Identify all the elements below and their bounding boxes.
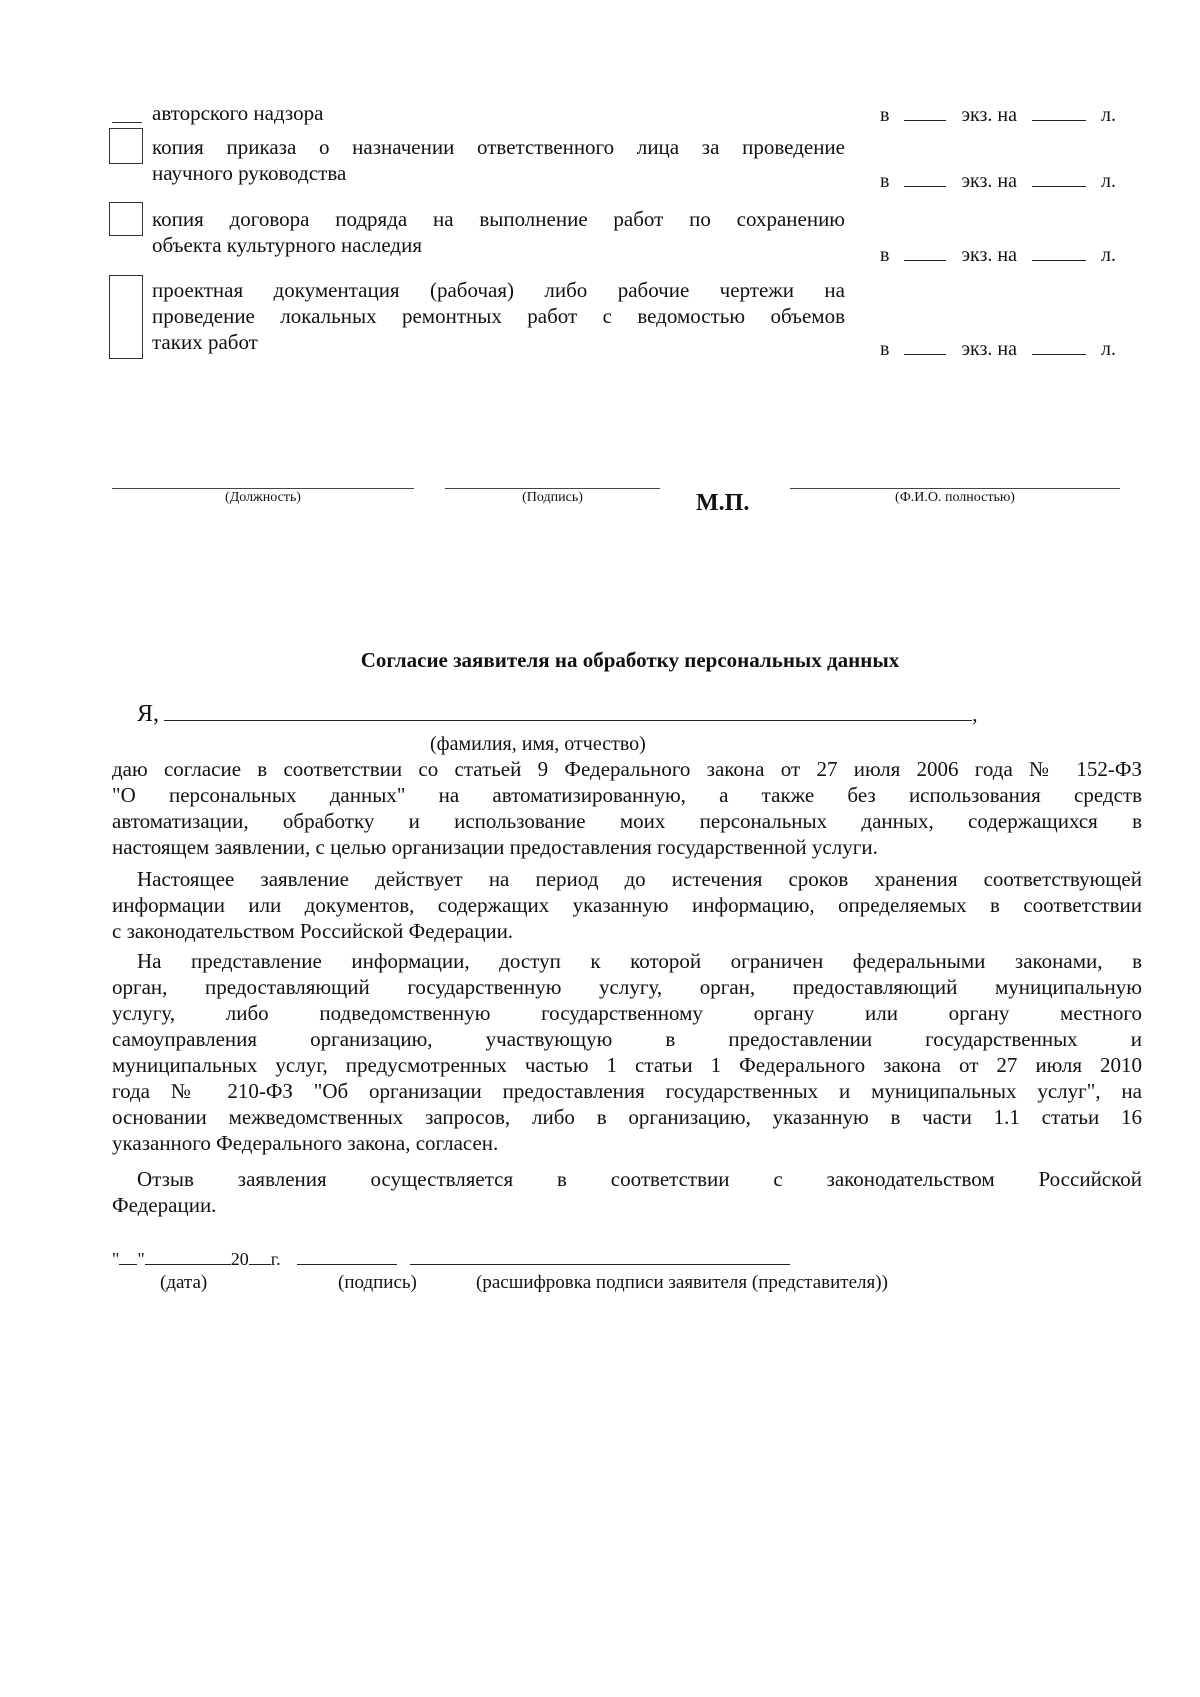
item-checkbox[interactable] <box>109 202 143 236</box>
position-caption: (Должность) <box>225 490 301 505</box>
copies-count-field[interactable] <box>904 242 946 261</box>
paragraph-line: указанного Федерального закона, согласен. <box>112 1131 499 1155</box>
paragraph-line: орган, предоставляющий государственную услугу, орган, предоставляющий муниципальную <box>112 975 1142 999</box>
item-line: научного руководства <box>152 161 347 185</box>
ya-label: Я, <box>137 701 160 727</box>
paragraph-line: автоматизации, обработку и использование моих персональных данных, содержащихся в <box>112 809 1142 833</box>
item-copies <box>880 336 1120 361</box>
consent-paragraph-1 <box>112 756 1142 860</box>
item-line: объекта культурного наследия <box>152 233 422 257</box>
quote-close: " <box>137 1249 145 1269</box>
year-prefix: 20 <box>230 1249 249 1269</box>
paragraph-line: услугу, либо подведомственную государственному органу или органу местного <box>112 1001 1142 1025</box>
item-copies <box>880 102 1120 127</box>
copies-mid: экз. на <box>961 104 1017 126</box>
sheets-count-field[interactable] <box>1032 242 1086 261</box>
copies-suffix: л. <box>1100 170 1116 192</box>
position-line[interactable] <box>112 488 414 489</box>
consent-paragraph-3 <box>112 948 1142 1156</box>
paragraph-line: года № 210-ФЗ "Об организации предоставления государственных и муниципальных услуг", на <box>112 1079 1142 1103</box>
fio-caption: (Ф.И.О. полностью) <box>895 490 1015 505</box>
copies-mid: экз. на <box>961 338 1017 360</box>
item-copies <box>880 168 1120 193</box>
item-checkbox[interactable] <box>112 95 142 123</box>
paragraph-line: с законодательством Российской Федерации. <box>112 919 514 943</box>
sheets-count-field[interactable] <box>1032 336 1086 355</box>
name-caption: (фамилия, имя, отчество) <box>430 733 646 755</box>
sheets-count-field[interactable] <box>1032 102 1086 121</box>
item-checkbox[interactable] <box>109 128 143 164</box>
item-checkbox[interactable] <box>109 275 143 359</box>
copies-prefix: в <box>880 338 890 360</box>
item-line: копия приказа о назначении ответственного лица за проведение <box>152 135 845 159</box>
consent-paragraph-2 <box>112 866 1142 944</box>
decode-caption: (расшифровка подписи заявителя (представителя)) <box>476 1272 888 1293</box>
month-field[interactable] <box>145 1246 231 1265</box>
copies-suffix: л. <box>1100 338 1116 360</box>
paragraph-line: муниципальных услуг, предусмотренных частью 1 статьи 1 Федерального закона от 27 июля 2010 <box>112 1053 1142 1077</box>
quote-open: " <box>112 1249 120 1269</box>
copies-mid: экз. на <box>961 244 1017 266</box>
consent-paragraph-4 <box>112 1166 1142 1218</box>
date-signature-row <box>112 1246 852 1270</box>
signature-decode-field[interactable] <box>410 1246 790 1265</box>
paragraph-line: даю согласие в соответствии со статьей 9 Федерального закона от 27 июля 2006 года № 152-ФЗ <box>112 757 1142 781</box>
paragraph-line: настоящем заявлении, с целью организации предоставления государственной услуги. <box>112 835 878 859</box>
signature-caption: (Подпись) <box>522 490 583 505</box>
item-line: проведение локальных ремонтных работ с ведомостью объемов <box>152 304 845 328</box>
copies-suffix: л. <box>1100 104 1116 126</box>
applicant-name-row <box>137 701 997 727</box>
consent-title: Согласие заявителя на обработку персональных данных <box>360 648 900 672</box>
paragraph-line: Настоящее заявление действует на период до истечения сроков хранения соответствующей <box>137 867 1142 891</box>
item-line: копия договора подряда на выполнение работ по сохранению <box>152 207 845 231</box>
copies-prefix: в <box>880 170 890 192</box>
year-suffix: г. <box>270 1249 281 1269</box>
copies-count-field[interactable] <box>904 168 946 187</box>
date-caption: (дата) <box>160 1272 208 1293</box>
paragraph-line: Федерации. <box>112 1193 217 1217</box>
stamp-label: М.П. <box>696 490 750 516</box>
copies-prefix: в <box>880 244 890 266</box>
item-line: проектная документация (рабочая) либо рабочие чертежи на <box>152 278 845 302</box>
item-copies <box>880 242 1120 267</box>
item-line: таких работ <box>152 330 258 354</box>
paragraph-line: основании межведомственных запросов, либо в организацию, указанную в части 1.1 статьи 16 <box>112 1105 1142 1129</box>
copies-count-field[interactable] <box>904 336 946 355</box>
paragraph-line: На представление информации, доступ к которой ограничен федеральными законами, в <box>137 949 1142 973</box>
applicant-name-field[interactable] <box>164 702 972 721</box>
paragraph-line: "О персональных данных" на автоматизированную, а также без использования средств <box>112 783 1142 807</box>
fio-line[interactable] <box>790 488 1120 489</box>
item-text <box>152 206 845 258</box>
signature-line[interactable] <box>445 488 660 489</box>
day-field[interactable] <box>119 1246 137 1265</box>
year-field[interactable] <box>249 1246 271 1265</box>
paragraph-line: Отзыв заявления осуществляется в соответствии с законодательством Российской <box>137 1167 1142 1191</box>
paragraph-line: информации или документов, содержащих указанную информацию, определяемых в соответствии <box>112 893 1142 917</box>
item-text <box>152 277 845 355</box>
copies-count-field[interactable] <box>904 102 946 121</box>
name-comma: , <box>972 702 978 726</box>
item-line: авторского надзора <box>152 101 324 125</box>
copies-prefix: в <box>880 104 890 126</box>
item-text <box>152 134 845 186</box>
copies-mid: экз. на <box>961 170 1017 192</box>
sheets-count-field[interactable] <box>1032 168 1086 187</box>
signature-date-caption: (подпись) <box>338 1272 417 1293</box>
copies-suffix: л. <box>1100 244 1116 266</box>
paragraph-line: самоуправления организацию, участвующую в предоставлении государственных и <box>112 1027 1142 1051</box>
signature-field[interactable] <box>297 1246 397 1265</box>
item-text <box>152 100 845 126</box>
